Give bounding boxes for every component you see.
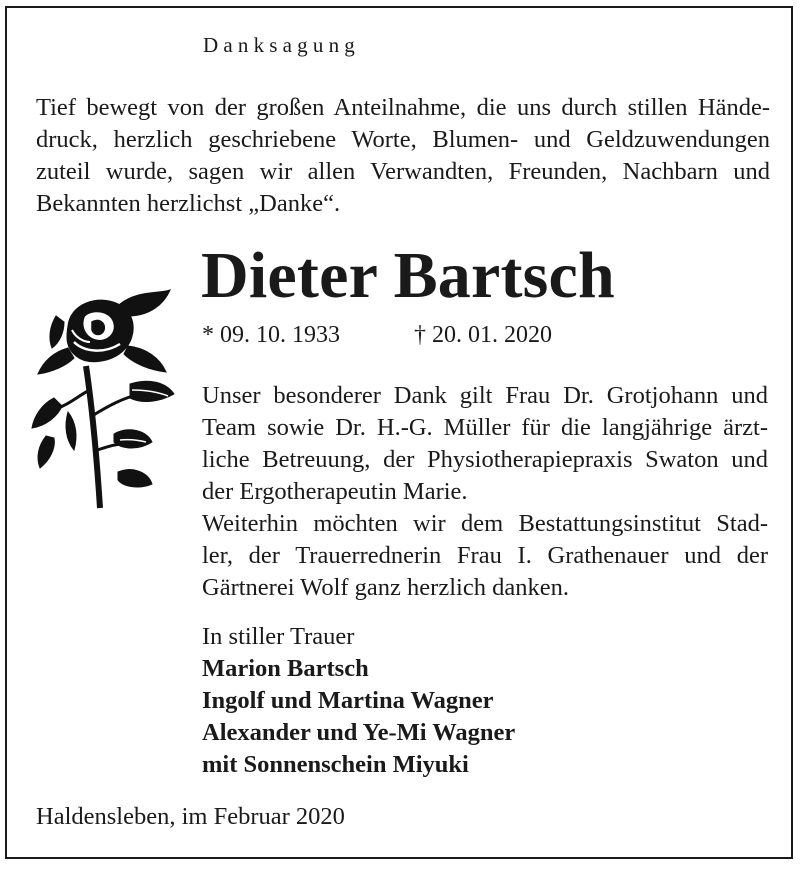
place-date: Haldensleben, im Februar 2020	[36, 803, 345, 830]
intro-line: zuteil wurde, sagen wir allen Verwandten, Freunden, Nachbarn und	[36, 158, 770, 185]
birth-date: * 09. 10. 1933	[202, 322, 340, 348]
mourner-name: mit Sonnenschein Miyuki	[202, 751, 469, 778]
mourners-block	[202, 621, 515, 781]
thanks-line: Team sowie Dr. H.-G. Müller für die langjährige ärzt-	[202, 414, 768, 441]
intro-line: Tief bewegt von der großen Anteilnahme, die uns durch stillen Hände-	[36, 94, 770, 121]
mourner-name: Ingolf und Martina Wagner	[202, 687, 494, 714]
mourners-intro: In stiller Trauer	[202, 623, 355, 650]
thanks-line: Gärtnerei Wolf ganz herzlich danken.	[202, 574, 569, 601]
intro-line: druck, herzlich geschriebene Worte, Blumen- und Geldzuwendungen	[36, 126, 770, 153]
thanks-line: ler, der Trauerrednerin Frau I. Grathenauer und der	[202, 542, 768, 569]
thanks-line: liche Betreuung, der Physiotherapiepraxis Swaton und	[202, 446, 768, 473]
mourner-name: Alexander und Ye-Mi Wagner	[202, 719, 516, 746]
death-date: † 20. 01. 2020	[414, 322, 552, 348]
mourner-name: Marion Bartsch	[202, 655, 369, 682]
thanks-line: Weiterhin möchten wir dem Bestattungsinstitut Stad-	[202, 510, 768, 537]
intro-line: Bekannten herzlichst „Danke“.	[36, 190, 341, 217]
deceased-name: Dieter Bartsch	[201, 239, 615, 312]
thanks-line: der Ergotherapeutin Marie.	[202, 478, 468, 505]
intro-paragraph	[36, 92, 770, 220]
rose-icon	[28, 286, 178, 512]
heading: Danksagung	[203, 33, 360, 57]
thanks-line: Unser besonderer Dank gilt Frau Dr. Grotjohann und	[202, 382, 768, 409]
thanks-paragraph	[202, 380, 768, 604]
